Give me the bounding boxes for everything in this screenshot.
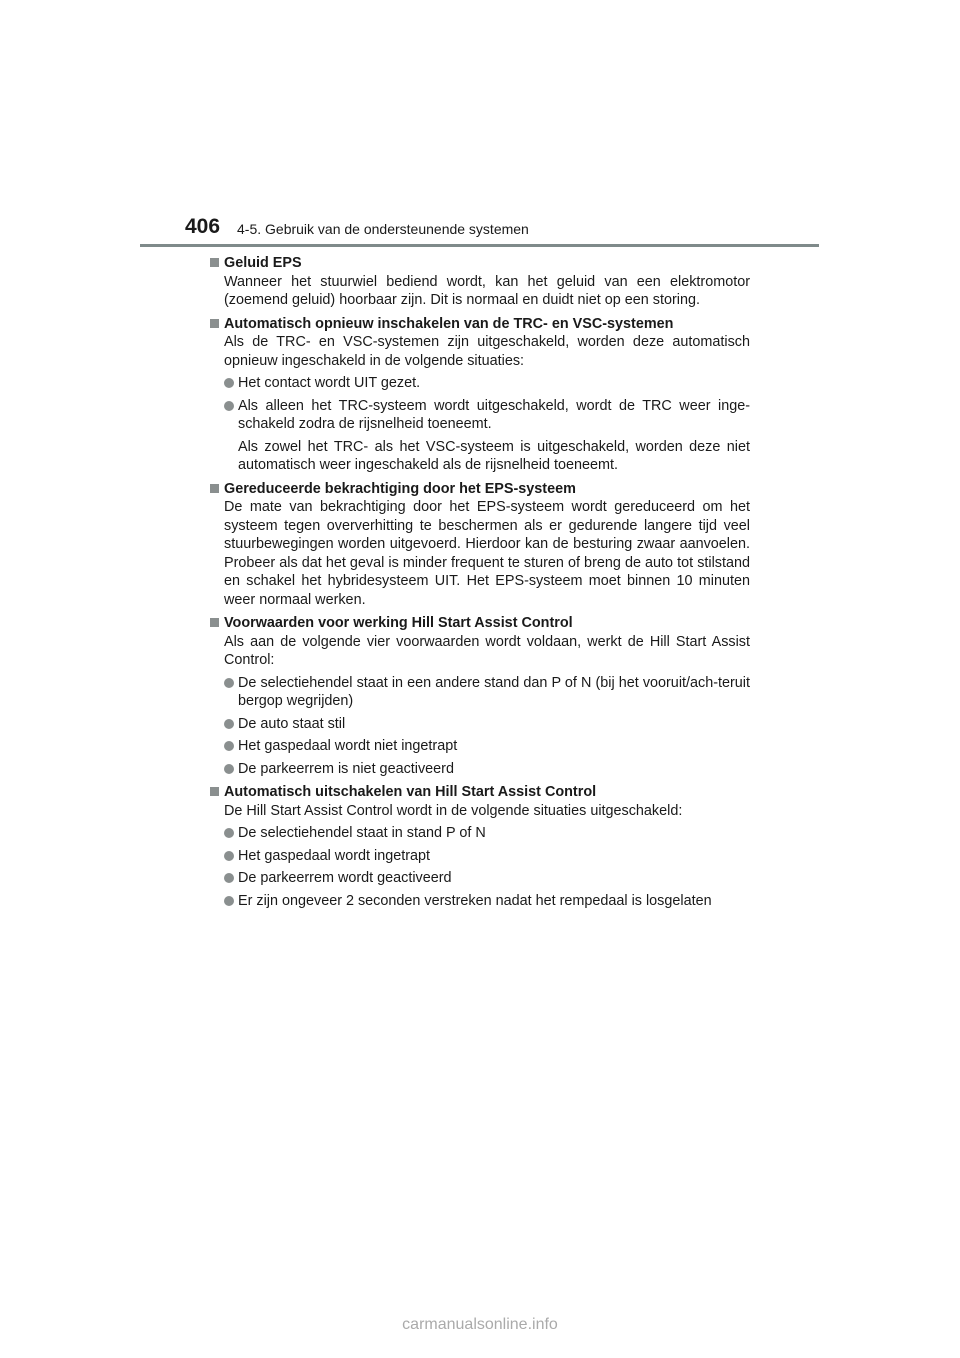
section-eps-reduced-assist xyxy=(210,480,750,610)
paragraph: Wanneer het stuurwiel bediend wordt, kan het geluid van een elektromotor (zoemend geluid) hoorbaar zijn. Dit is normaal en duidt niet op een storing. xyxy=(224,273,750,308)
paragraph: Als aan de volgende vier voorwaarden wordt voldaan, werkt de Hill Start Assist Control: xyxy=(224,633,750,668)
square-bullet-icon xyxy=(210,787,219,796)
paragraph: Als de TRC- en VSC-systemen zijn uitgeschakeld, worden deze automatisch opnieuw ingeschakeld in de volgende situaties: xyxy=(224,334,750,369)
list-item xyxy=(210,397,750,434)
page-number: 406 xyxy=(185,215,221,238)
round-bullet-icon xyxy=(224,378,234,388)
section-hill-start-conditions xyxy=(210,614,750,778)
list-item xyxy=(210,374,750,393)
section-hill-start-deactivation xyxy=(210,783,750,910)
list-item xyxy=(210,847,750,866)
footer-watermark: carmanualsonline.info xyxy=(402,1316,558,1333)
list-item xyxy=(210,824,750,843)
list-item-text: Het gaspedaal wordt ingetrapt xyxy=(238,847,430,864)
list-item-text: Het contact wordt UIT gezet. xyxy=(238,375,421,391)
section-heading-text: Gereduceerde bekrachtiging door het EPS-systeem xyxy=(224,480,576,497)
list-item xyxy=(210,674,750,711)
section-heading xyxy=(210,315,750,334)
section-geluid-eps xyxy=(210,254,750,310)
round-bullet-icon xyxy=(224,896,234,906)
square-bullet-icon xyxy=(210,484,219,493)
section-heading xyxy=(210,783,750,802)
round-bullet-icon xyxy=(224,828,234,838)
list-item xyxy=(210,760,750,779)
section-heading xyxy=(210,480,750,499)
list-item-note: Als zowel het TRC- als het VSC-systeem is uitgeschakeld, worden deze niet automatisch weer ingeschakeld als de rijsnelheid toeneemt. xyxy=(238,438,750,473)
square-bullet-icon xyxy=(210,319,219,328)
round-bullet-icon xyxy=(224,719,234,729)
round-bullet-icon xyxy=(224,678,234,688)
round-bullet-icon xyxy=(224,741,234,751)
round-bullet-icon xyxy=(224,851,234,861)
page-content xyxy=(210,254,750,915)
list-item xyxy=(210,737,750,756)
square-bullet-icon xyxy=(210,618,219,627)
round-bullet-icon xyxy=(224,764,234,774)
chapter-title: 4-5. Gebruik van de ondersteunende systemen xyxy=(237,221,529,237)
section-heading-text: Automatisch uitschakelen van Hill Start Assist Control xyxy=(224,784,597,800)
list-item xyxy=(210,715,750,734)
section-heading xyxy=(210,254,750,273)
list-item-text: De parkeerrem is niet geactiveerd xyxy=(238,760,454,777)
list-item-text: Als alleen het TRC-systeem wordt uitgeschakeld, wordt de TRC weer inge-schakeld zodra de rijsnelheid toeneemt. xyxy=(238,397,750,432)
list-item xyxy=(210,869,750,888)
section-trc-vsc-reactivation xyxy=(210,315,750,475)
round-bullet-icon xyxy=(224,401,234,411)
list-item-text: De selectiehendel staat in een andere stand dan P of N (bij het vooruit/ach-teruit bergop wegrijden) xyxy=(238,674,750,709)
round-bullet-icon xyxy=(224,873,234,883)
paragraph: De Hill Start Assist Control wordt in de volgende situaties uitgeschakeld: xyxy=(224,802,683,819)
header-divider xyxy=(140,244,819,247)
section-heading-text: Geluid EPS xyxy=(224,255,302,271)
section-heading-text: Voorwaarden voor werking Hill Start Assist Control xyxy=(224,615,573,631)
list-item-text: Het gaspedaal wordt niet ingetrapt xyxy=(238,738,458,754)
section-heading xyxy=(210,614,750,633)
page-header xyxy=(185,215,825,247)
square-bullet-icon xyxy=(210,258,219,267)
list-item xyxy=(210,892,750,911)
list-item-text: De auto staat stil xyxy=(238,715,346,732)
list-item-text: Er zijn ongeveer 2 seconden verstreken nadat het rempedaal is losgelaten xyxy=(238,892,712,909)
list-item-text: De selectiehendel staat in stand P of N xyxy=(238,825,486,841)
section-heading-text: Automatisch opnieuw inschakelen van de TRC- en VSC-systemen xyxy=(224,315,674,332)
list-item-text: De parkeerrem wordt geactiveerd xyxy=(238,870,452,886)
paragraph: De mate van bekrachtiging door het EPS-systeem wordt gereduceerd om het systeem tegen oververhitting te beschermen als er gedurende langere tijd veel stuurbewegingen worden uitgevoerd. Hierdoor kan de besturing zwaar aanvoelen. Probeer als dat het geval is minder frequent te sturen of breng de auto tot stilstand en schakel het hybridesysteem UIT. Het EPS-systeem moet binnen 10 minuten weer normaal werken. xyxy=(224,499,750,608)
